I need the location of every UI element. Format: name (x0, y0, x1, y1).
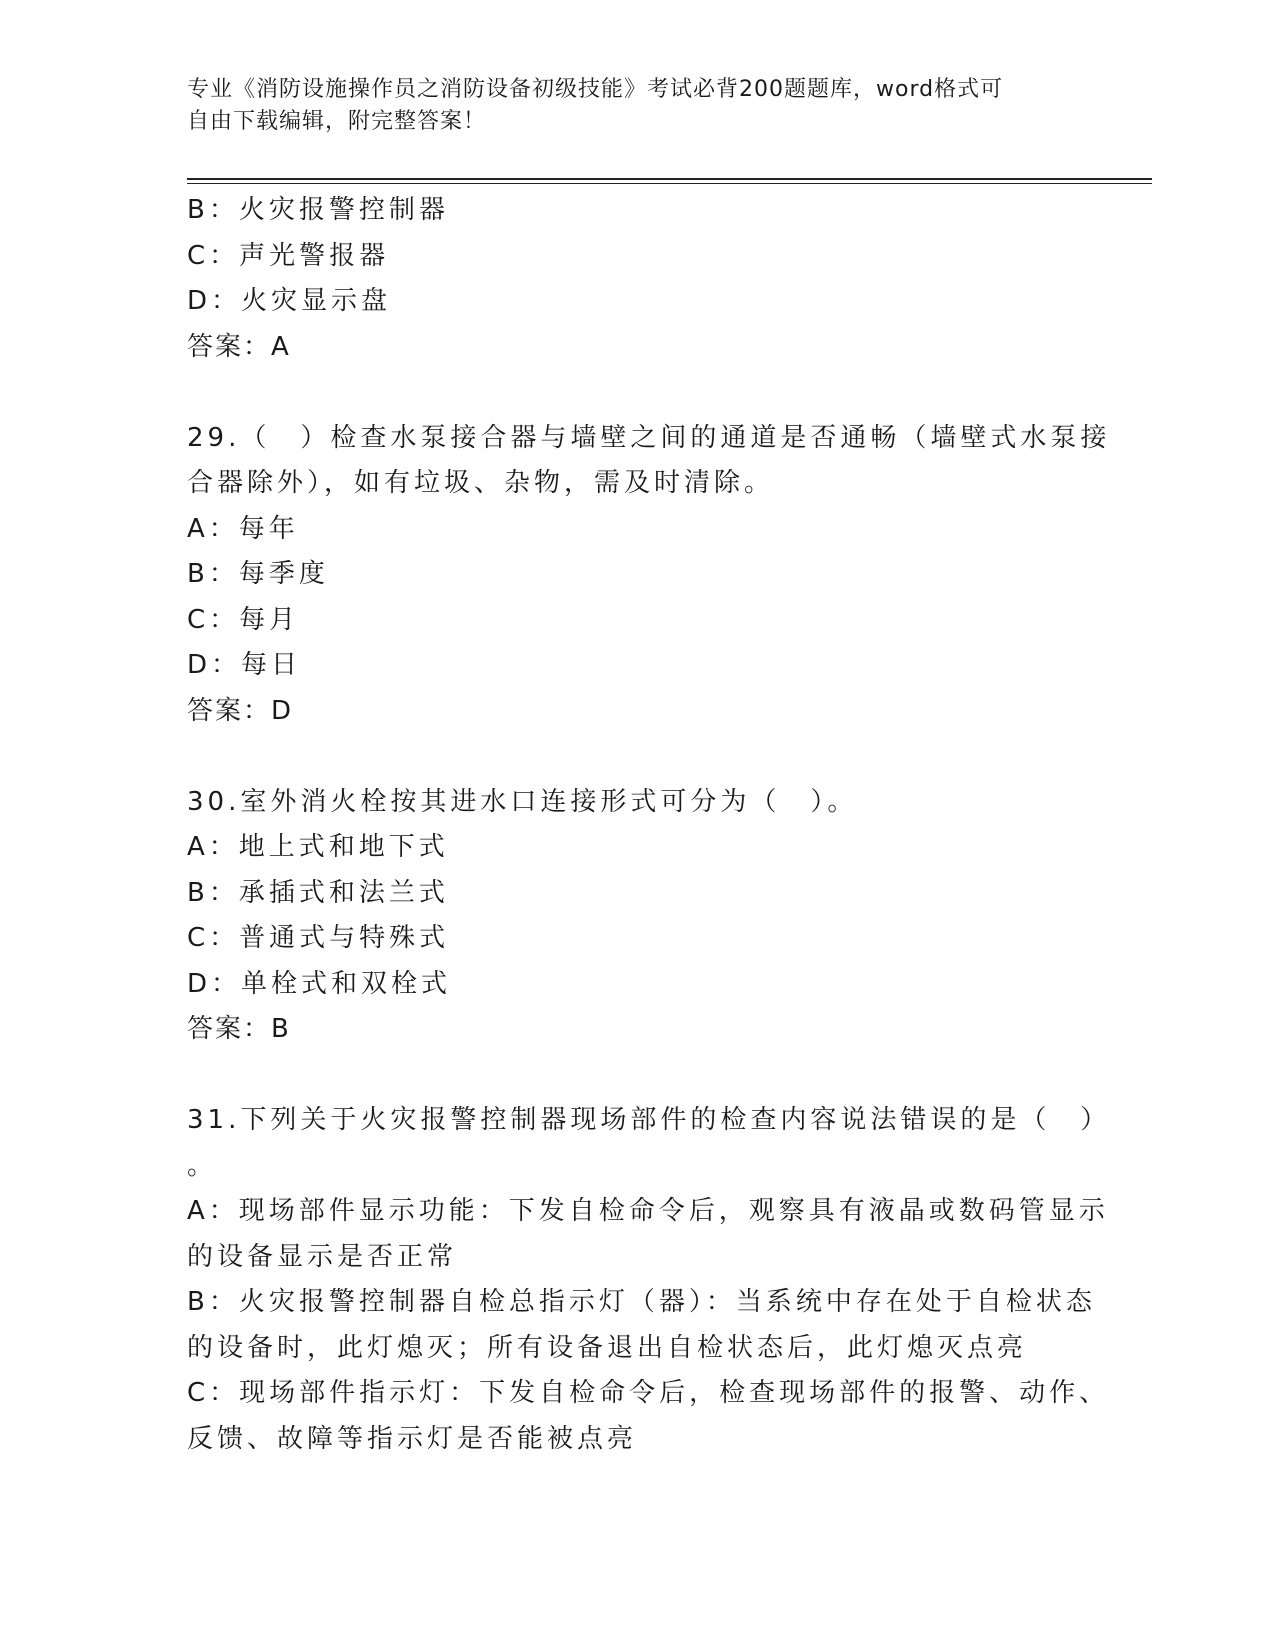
header-line-1: 专业《消防设施操作员之消防设备初级技能》考试必背200题题库，word格式可 (187, 77, 1004, 102)
question-list (187, 188, 1111, 1462)
option-a: A：现场部件显示功能：下发自检命令后，观察具有液晶或数码管显示 (187, 1196, 1109, 1226)
question-stem: 29.（ ）检查水泵接合器与墙壁之间的通道是否通畅（墙壁式水泵接 (187, 422, 1111, 453)
option-b: B：火灾报警控制器 (187, 195, 449, 225)
option-a: A：地上式和地下式 (187, 832, 449, 862)
header-line-2: 自由下载编辑，附完整答案！ (187, 109, 487, 134)
option-b: B：每季度 (187, 559, 329, 589)
option-c: C：普通式与特殊式 (187, 923, 450, 953)
option-b-cont: 的设备时，此灯熄灭；所有设备退出自检状态后，此灯熄灭点亮 (187, 1332, 1028, 1363)
option-b: B：火灾报警控制器自检总指示灯（器）：当系统中存在处于自检状态 (187, 1287, 1096, 1317)
option-a-cont: 的设备显示是否正常 (187, 1241, 458, 1272)
option-d: D：单栓式和双栓式 (187, 968, 452, 999)
header-rule-thin (187, 183, 1152, 184)
document-header (187, 74, 1067, 138)
question-stem-cont: 合器除外），如有垃圾、杂物，需及时清除。 (187, 468, 775, 498)
header-rule-thick (187, 178, 1152, 180)
answer-line: 答案：B (187, 1014, 291, 1044)
question-stem: 31.下列关于火灾报警控制器现场部件的检查内容说法错误的是（ ） (187, 1105, 1111, 1135)
question-stem-cont: 。 (187, 1150, 218, 1181)
option-d: D：每日 (187, 650, 302, 680)
option-c: C：每月 (187, 604, 300, 635)
answer-line: 答案：D (187, 695, 294, 726)
option-c: C：现场部件指示灯：下发自检命令后，检查现场部件的报警、动作、 (187, 1378, 1110, 1408)
question-stem: 30.室外消火栓按其进水口连接形式可分为（ ）。 (187, 786, 858, 817)
option-c-cont: 反馈、故障等指示灯是否能被点亮 (187, 1423, 638, 1454)
option-c: C：声光警报器 (187, 240, 390, 271)
answer-line: 答案：A (187, 331, 291, 362)
option-a: A：每年 (187, 513, 299, 544)
option-b: B：承插式和法兰式 (187, 877, 449, 908)
option-d: D：火灾显示盘 (187, 286, 392, 316)
